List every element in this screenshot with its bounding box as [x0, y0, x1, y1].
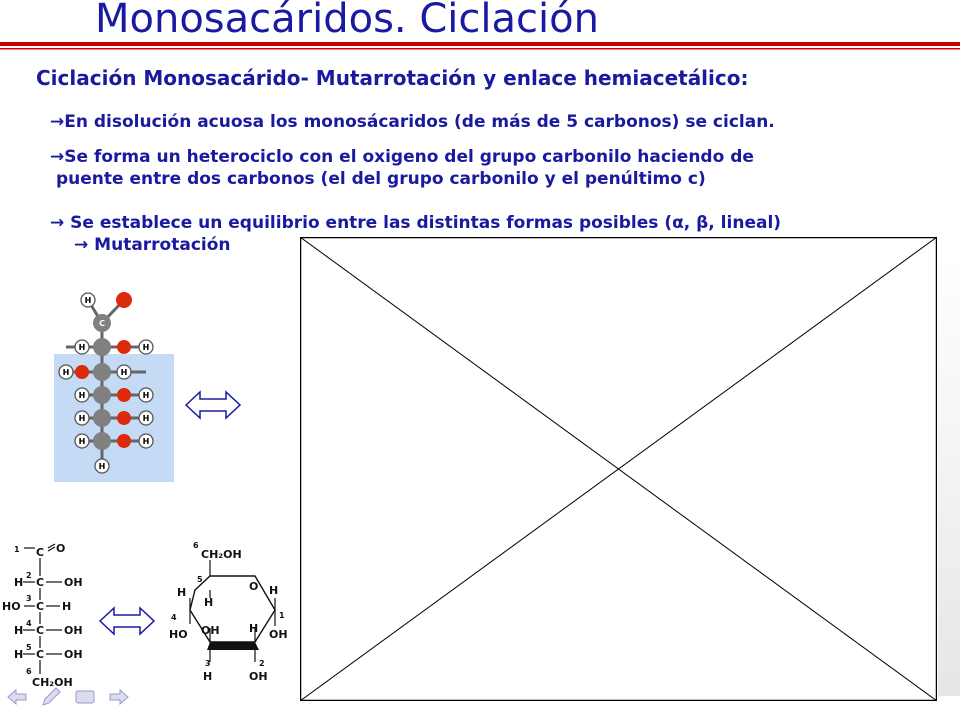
hydrogen-label: H [62, 600, 72, 613]
bullet-3-line-1: Se establece un equilibrio entre las distintas formas posibles (α, β, lineal) [64, 213, 782, 233]
atom-h: H [142, 343, 150, 352]
haworth-projection [165, 538, 300, 692]
hydroxyl-label: OH [269, 628, 288, 641]
atom-h: H [84, 296, 92, 305]
carbon-number: 3 [205, 659, 211, 668]
carbon-number: 6 [26, 667, 32, 676]
slide-nav [6, 686, 130, 708]
hydrogen-label: H [14, 624, 24, 637]
bullet-2 [50, 146, 754, 190]
carbon-label: C [36, 648, 45, 661]
atom-h: H [78, 414, 86, 423]
pen-icon[interactable] [40, 686, 62, 708]
hydroxyl-label: OH [249, 670, 268, 683]
atom-c: C [99, 319, 105, 328]
title-underline [0, 42, 960, 54]
screen-menu-icon[interactable] [74, 686, 96, 708]
hydrogen-label: H [204, 596, 214, 609]
carbon-number: 4 [171, 613, 177, 622]
carbon-number: 4 [26, 619, 32, 628]
ch2oh-label: CH₂OH [32, 676, 73, 689]
atom-h: H [142, 437, 150, 446]
atom-h: H [78, 343, 86, 352]
ch2oh-label: CH₂OH [201, 548, 242, 561]
carbon-label: C [36, 600, 45, 613]
arrow-icon: → [50, 112, 65, 132]
hydroxyl-label: OH [64, 576, 83, 589]
carbon-number: 2 [259, 659, 265, 668]
atom-h: H [78, 391, 86, 400]
ring-oxygen-label: O [249, 580, 259, 593]
image-placeholder [300, 237, 937, 701]
bullet-3-line-2: Mutarrotación [88, 235, 231, 255]
arrow-icon: → [74, 235, 89, 255]
hydroxyl-label: HO [169, 628, 188, 641]
hydroxyl-label: HO [2, 600, 21, 613]
carbon-number: 6 [193, 541, 199, 550]
hydroxyl-label: OH [64, 648, 83, 661]
arrow-icon: → [50, 147, 65, 167]
atom-h: H [62, 368, 70, 377]
bullet-2-line-1: Se forma un heterociclo con el oxigeno del grupo carbonilo haciendo de [64, 147, 754, 167]
hydrogen-label: H [269, 584, 279, 597]
carbon-number: 5 [26, 643, 32, 652]
carbon-number: 1 [14, 545, 20, 554]
forward-arrow-icon[interactable] [108, 686, 130, 708]
hydrogen-label: H [14, 648, 24, 661]
oxygen-label: O [56, 542, 66, 555]
atom-h: H [120, 368, 128, 377]
atom-h: H [78, 437, 86, 446]
carbon-label: C [36, 546, 45, 559]
carbon-label: C [36, 576, 45, 589]
equilibrium-arrow-lower [98, 604, 156, 638]
back-arrow-icon[interactable] [6, 686, 28, 708]
bullet-2-line-2: puente entre dos carbonos (el del grupo carbonilo y el penúltimo c) [56, 169, 706, 189]
carbon-number: 1 [279, 611, 285, 620]
hydrogen-label: H [249, 622, 259, 635]
equilibrium-arrow-upper [184, 388, 242, 422]
hydrogen-label: H [177, 586, 187, 599]
carbon-number: 5 [197, 575, 203, 584]
carbon-number: 2 [26, 571, 32, 580]
glucose-ball-model [52, 288, 182, 484]
atom-h: H [142, 414, 150, 423]
hydrogen-label: H [203, 670, 213, 683]
hydrogen-label: H [14, 576, 24, 589]
bullet-1-text: En disolución acuosa los monosácaridos (de más de 5 carbonos) se ciclan. [64, 112, 775, 132]
hydroxyl-label: OH [201, 624, 220, 637]
bullet-1 [50, 111, 775, 133]
carbon-number: 3 [26, 594, 32, 603]
title: Monosacáridos. Ciclación [95, 0, 599, 42]
atom-h: H [98, 462, 106, 471]
hydroxyl-label: OH [64, 624, 83, 637]
fischer-projection [0, 538, 94, 692]
subtitle: Ciclación Monosacárido- Mutarrotación y enlace hemiacetálico: [36, 66, 749, 90]
carbon-label: C [36, 624, 45, 637]
atom-h: H [142, 391, 150, 400]
side-strip [938, 256, 960, 696]
arrow-icon: → [50, 213, 65, 233]
